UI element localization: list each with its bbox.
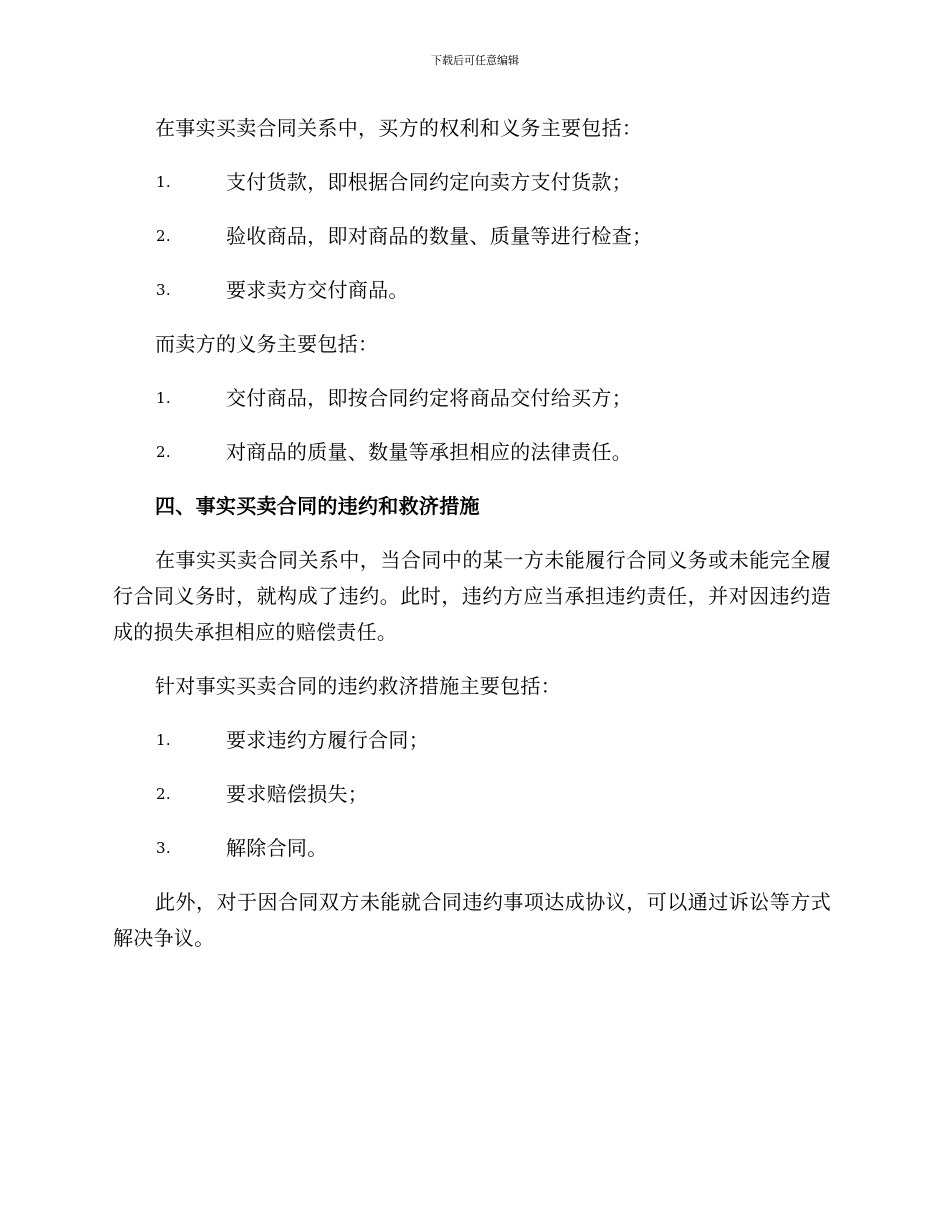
list-item bbox=[113, 434, 831, 470]
list-item bbox=[113, 380, 831, 416]
list-number: 2. bbox=[156, 785, 171, 803]
list-number: 2. bbox=[156, 227, 171, 245]
list-number: 1. bbox=[156, 389, 171, 407]
list-number: 3. bbox=[156, 839, 171, 857]
paragraph-litigation: 此外，对于因合同双方未能就合同违约事项达成协议，可以通过诉讼等方式解决争议。 bbox=[113, 890, 831, 950]
paragraph-buyer-intro: 在事实买卖合同关系中，买方的权利和义务主要包括： bbox=[155, 116, 643, 140]
list-number: 3. bbox=[156, 281, 171, 299]
list-text: 要求卖方交付商品。 bbox=[226, 278, 409, 302]
page-header: 下载后可任意编辑 bbox=[431, 54, 519, 67]
list-text: 对商品的质量、数量等承担相应的法律责任。 bbox=[226, 440, 632, 464]
list-item bbox=[113, 830, 831, 866]
list-item bbox=[113, 272, 831, 308]
paragraph-remedies-intro: 针对事实买卖合同的违约救济措施主要包括： bbox=[155, 674, 561, 698]
section-heading: 四、事实买卖合同的违约和救济措施 bbox=[155, 494, 480, 518]
list-text: 要求赔偿损失； bbox=[226, 782, 369, 806]
list-text: 交付商品，即按合同约定将商品交付给买方； bbox=[226, 386, 632, 410]
list-text: 解除合同。 bbox=[226, 836, 328, 860]
list-text: 验收商品，即对商品的数量、质量等进行检查； bbox=[226, 224, 653, 248]
list-text: 支付货款，即根据合同约定向卖方支付货款； bbox=[226, 170, 632, 194]
list-text: 要求违约方履行合同； bbox=[226, 728, 429, 752]
list-number: 1. bbox=[156, 173, 171, 191]
list-item bbox=[113, 776, 831, 812]
document-body bbox=[113, 110, 831, 974]
list-number: 1. bbox=[156, 731, 171, 749]
list-item bbox=[113, 218, 831, 254]
paragraph-breach: 在事实买卖合同关系中，当合同中的某一方未能履行合同义务或未能完全履行合同义务时，就构成了违约。此时，违约方应当承担违约责任，并对因违约造成的损失承担相应的赔偿责任。 bbox=[113, 548, 831, 644]
list-item bbox=[113, 164, 831, 200]
paragraph-seller-intro: 而卖方的义务主要包括： bbox=[155, 332, 379, 356]
list-number: 2. bbox=[156, 443, 171, 461]
list-item bbox=[113, 722, 831, 758]
